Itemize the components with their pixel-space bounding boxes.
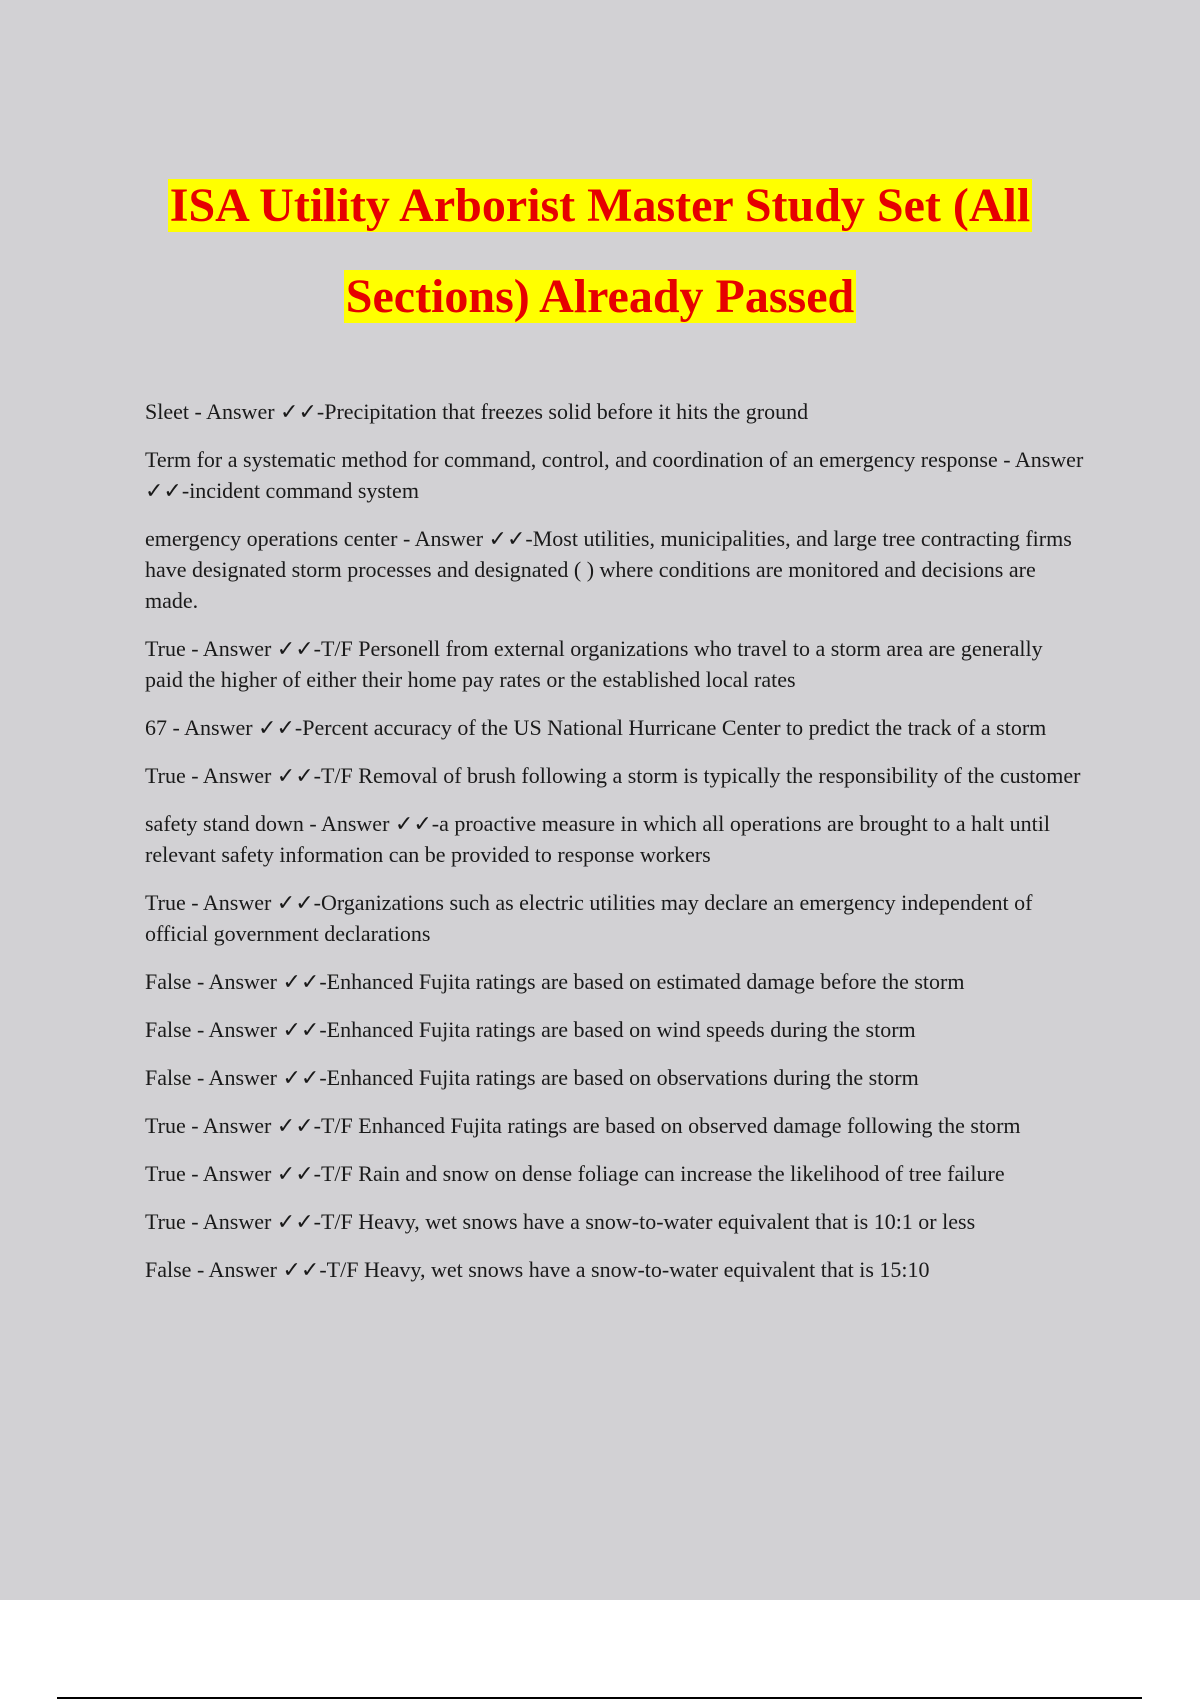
- qa-item: True - Answer ✓✓-T/F Personell from external organizations who travel to a storm area are generally paid the higher of either their home pay rates or the established local rates: [145, 636, 1043, 692]
- title-line-1: ISA Utility Arborist Master Study Set (All: [169, 179, 1031, 232]
- title-line-2: Sections) Already Passed: [345, 270, 855, 323]
- qa-item: False - Answer ✓✓-Enhanced Fujita ratings are based on observations during the storm: [145, 1065, 919, 1090]
- qa-item: True - Answer ✓✓-T/F Enhanced Fujita ratings are based on observed damage following the storm: [145, 1113, 1021, 1138]
- qa-list: [145, 396, 1085, 1302]
- qa-item: False - Answer ✓✓-T/F Heavy, wet snows have a snow-to-water equivalent that is 15:10: [145, 1257, 930, 1282]
- qa-item: True - Answer ✓✓-T/F Heavy, wet snows have a snow-to-water equivalent that is 10:1 or less: [145, 1209, 976, 1234]
- qa-item: False - Answer ✓✓-Enhanced Fujita ratings are based on wind speeds during the storm: [145, 1017, 916, 1042]
- qa-item: Sleet - Answer ✓✓-Precipitation that freezes solid before it hits the ground: [145, 399, 809, 424]
- qa-item: True - Answer ✓✓-Organizations such as electric utilities may declare an emergency independent of official government declarations: [145, 890, 1033, 946]
- qa-item: False - Answer ✓✓-Enhanced Fujita ratings are based on estimated damage before the storm: [145, 969, 965, 994]
- qa-item: 67 - Answer ✓✓-Percent accuracy of the US National Hurricane Center to predict the track of a storm: [145, 715, 1047, 740]
- footer-divider: [57, 1697, 1142, 1699]
- qa-item: True - Answer ✓✓-T/F Removal of brush following a storm is typically the responsibility of the customer: [145, 763, 1081, 788]
- page-footer: [0, 1600, 1200, 1700]
- qa-item: True - Answer ✓✓-T/F Rain and snow on dense foliage can increase the likelihood of tree failure: [145, 1161, 1005, 1186]
- qa-item: safety stand down - Answer ✓✓-a proactive measure in which all operations are brought to a halt until relevant safety information can be provided to response workers: [145, 811, 1050, 867]
- qa-item: emergency operations center - Answer ✓✓-Most utilities, municipalities, and large tree contracting firms have designated storm processes and designated ( ) where conditions are monitored and decisions are made.: [145, 526, 1072, 613]
- qa-item: Term for a systematic method for command, control, and coordination of an emergency response - Answer ✓✓-incident command system: [145, 447, 1084, 503]
- document-title: [60, 160, 1140, 342]
